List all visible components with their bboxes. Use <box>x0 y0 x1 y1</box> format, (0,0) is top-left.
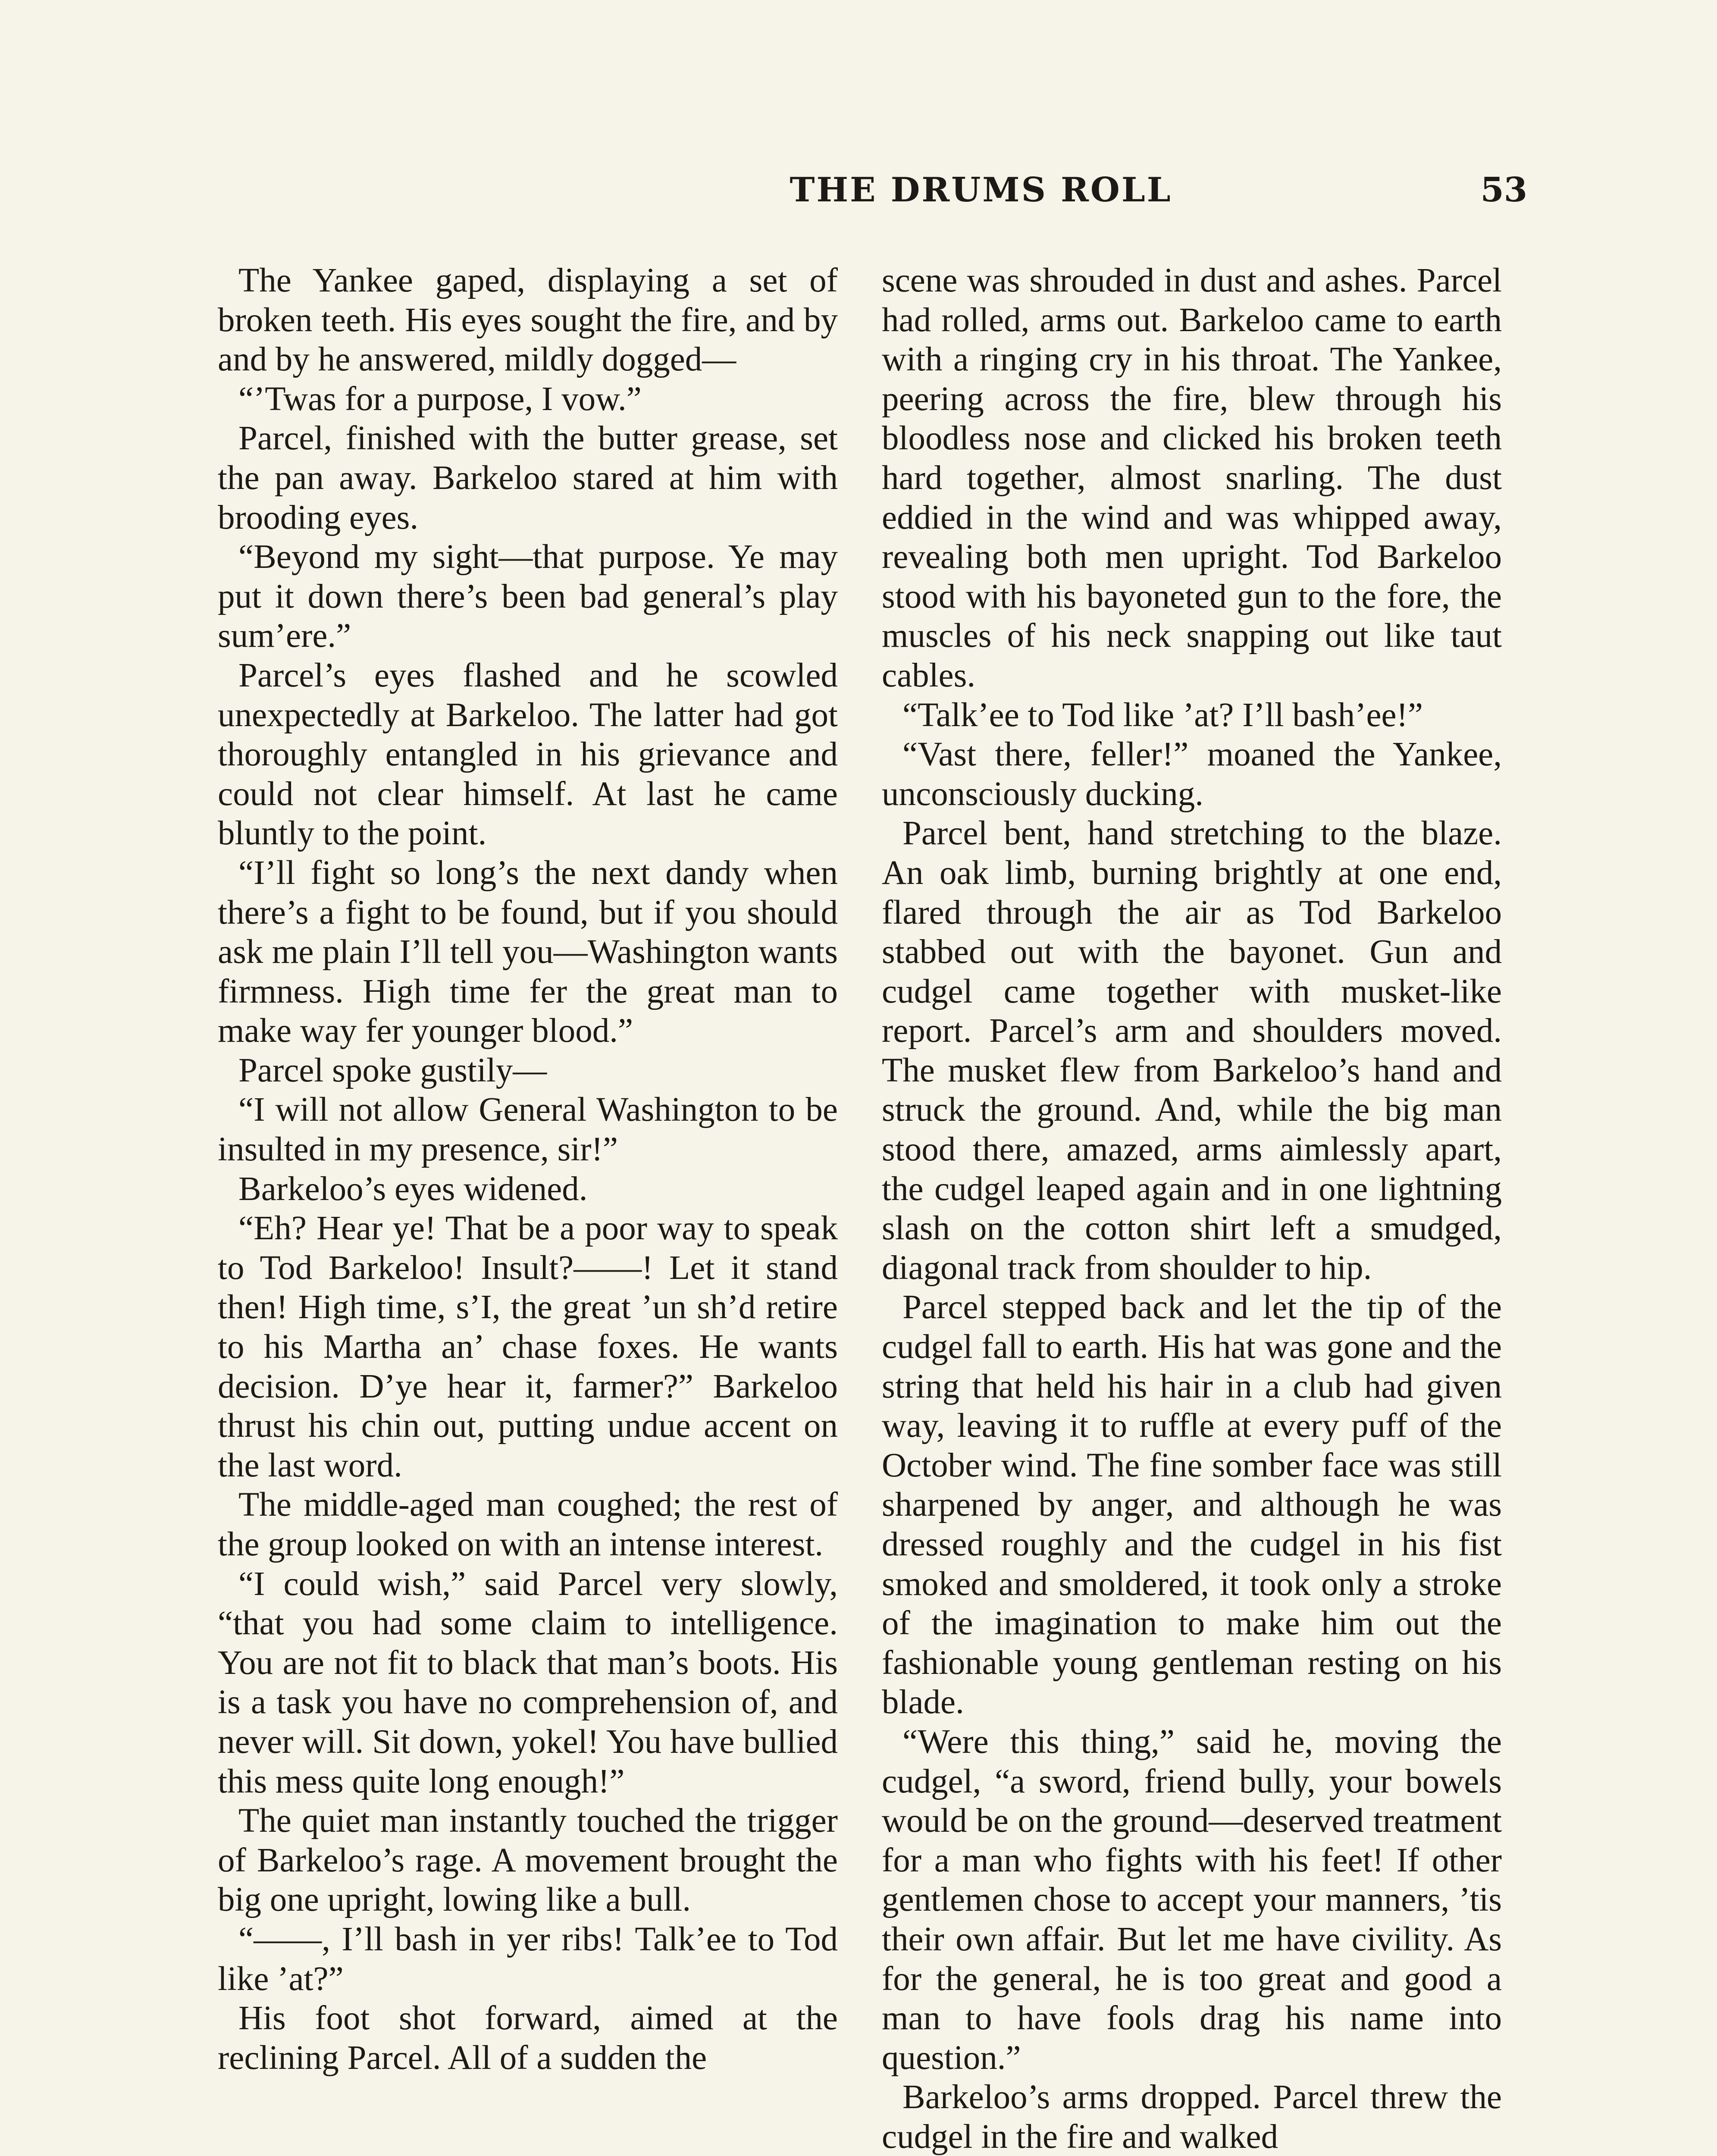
paragraph: The middle-aged man coughed; the rest of the group looked on with an intense interest. <box>218 1486 838 1563</box>
paragraph: Parcel, finished with the butter grease, set the pan away. Barkeloo stared at him with brooding eyes. <box>218 420 838 536</box>
paragraph: “Eh? Hear ye! That be a poor way to speak to Tod Barkeloo! Insult?——! Let it stand then! High time, s’I, the great ’un sh’d retire to his Martha an’ chase foxes. He wants decision. D’ye hear it, farmer?” Barkeloo thrust his chin out, putting undue accent on the last word. <box>218 1210 838 1484</box>
paragraph: “I could wish,” said Parcel very slowly, “that you had some claim to intelligence. You are not fit to black that man’s boots. His is a task you have no comprehension of, and never will. Sit down, yokel! You have bullied this mess quite long enough!” <box>218 1565 838 1800</box>
paragraph: “I’ll fight so long’s the next dandy when there’s a fight to be found, but if you should ask me plain I’ll tell you—Washington wants firmness. High time fer the great man to make way fer younger blood.” <box>218 854 838 1050</box>
paragraph: Parcel spoke gustily— <box>238 1051 547 1089</box>
paragraph: Parcel’s eyes flashed and he scowled unexpectedly at Barkeloo. The latter had got thoroughly entangled in his grievance and could not clear himself. At last he came bluntly to the point. <box>218 656 838 852</box>
paragraph: “Talk’ee to Tod like ’at? I’ll bash’ee!” <box>902 696 1423 734</box>
paragraph: “Beyond my sight—that purpose. Ye may put it down there’s been bad general’s play sum’ere.” <box>218 538 838 655</box>
paragraph: “Were this thing,” said he, moving the cudgel, “a sword, friend bully, your bowels would be on the ground—deserved treatment for a man who fights with his feet! If other gentlemen chose to accept your manners, ’tis their own affair. But let me have civility. As for the general, he is too great and good a man to have fools drag his name into question.” <box>882 1723 1502 2077</box>
paragraph: “I will not allow General Washington to be insulted in my presence, sir!” <box>218 1091 838 1169</box>
paragraph: scene was shrouded in dust and ashes. Parcel had rolled, arms out. Barkeloo came to earth with a ringing cry in his throat. The Yankee, peering across the fire, blew through his bloodless nose and clicked his broken teeth hard together, almost snarling. The dust eddied in the wind and was whipped away, revealing both men upright. Tod Barkeloo stood with his bayoneted gun to the fore, the muscles of his neck snapping out like taut cables. <box>882 262 1502 694</box>
paragraph: “Vast there, feller!” moaned the Yankee, unconsciously ducking. <box>882 736 1502 813</box>
right-text-column <box>882 261 1502 2156</box>
paragraph: “——, I’ll bash in yer ribs! Talk’ee to Tod like ’at?” <box>218 1920 838 1998</box>
paragraph: Barkeloo’s eyes widened. <box>238 1170 588 1208</box>
paragraph: Parcel stepped back and let the tip of the cudgel fall to earth. His hat was gone and the string that held his hair in a club had given way, leaving it to ruffle at every puff of the October wind. The fine somber face was still sharpened by anger, and although he was dressed roughly and the cudgel in his fist smoked and smoldered, it took only a stroke of the imagination to make him out the fashionable young gentleman resting on his blade. <box>882 1288 1502 1721</box>
paragraph: Barkeloo’s arms dropped. Parcel threw the cudgel in the fire and walked <box>882 2078 1502 2156</box>
page-number: 53 <box>1480 170 1527 210</box>
left-text-column <box>218 261 838 2078</box>
paragraph: The quiet man instantly touched the trigger of Barkeloo’s rage. A movement brought the big one upright, lowing like a bull. <box>218 1802 838 1919</box>
paragraph: “’Twas for a purpose, I vow.” <box>238 380 642 418</box>
paragraph: Parcel bent, hand stretching to the blaze. An oak limb, burning brightly at one end, flared through the air as Tod Barkeloo stabbed out with the bayonet. Gun and cudgel came together with musket-like report. Parcel’s arm and shoulders moved. The musket flew from Barkeloo’s hand and struck the ground. And, while the big man stood there, amazed, arms aimlessly apart, the cudgel leaped again and in one lightning slash on the cotton shirt left a smudged, diagonal track from shoulder to hip. <box>882 815 1502 1287</box>
paragraph: The Yankee gaped, displaying a set of broken teeth. His eyes sought the fire, and by and by he answered, mildly dogged— <box>218 262 838 379</box>
running-head-title: THE DRUMS ROLL <box>790 170 1172 210</box>
paragraph: His foot shot forward, aimed at the reclining Parcel. All of a sudden the <box>218 1999 838 2077</box>
